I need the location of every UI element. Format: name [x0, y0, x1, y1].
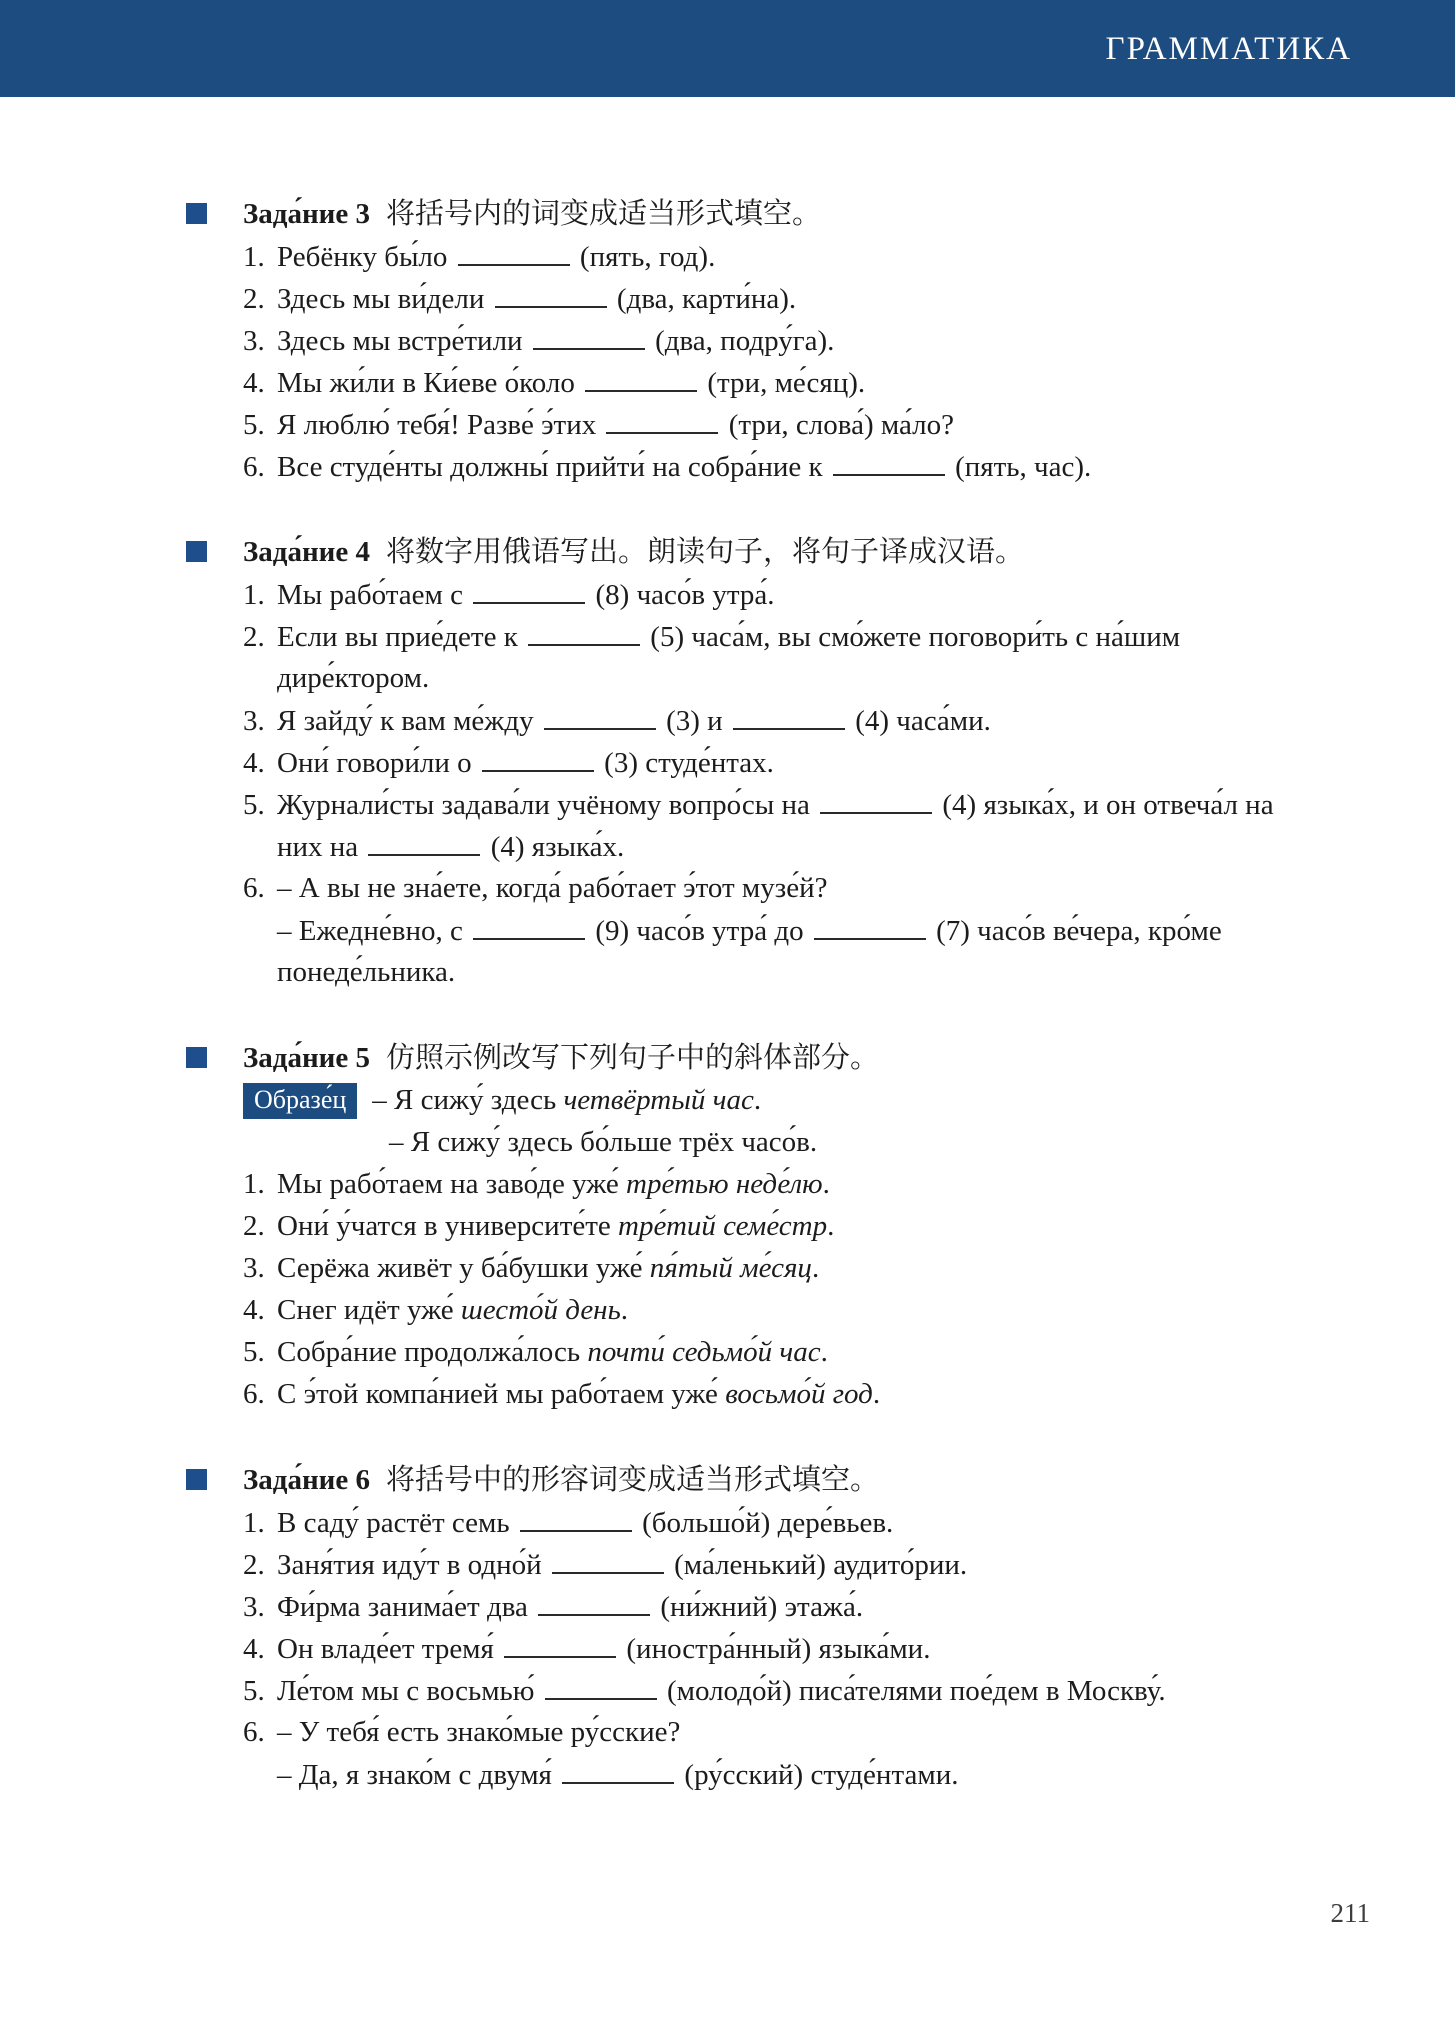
item-line [243, 1627, 1395, 1669]
sentence-text: . [620, 1294, 629, 1326]
section-label: Зада́ние 4 [243, 536, 371, 568]
item-number: 5. [243, 789, 265, 821]
item-line [243, 867, 1395, 909]
item-line [243, 1373, 1395, 1415]
item-number: 2. [243, 283, 265, 315]
sentence-text: Все студе́нты должны́ прийти́ на собра́ние к [277, 451, 830, 483]
answer-blank [533, 319, 645, 350]
item-line [243, 573, 1395, 615]
item-number: 3. [243, 1591, 265, 1623]
sentence-text: дире́ктором. [277, 662, 430, 694]
sentence-text: Ле́том мы с восьмью́ [277, 1675, 542, 1707]
item-number: 2. [243, 1210, 265, 1242]
answer-blank [585, 361, 697, 392]
section-bullet-icon [186, 1469, 207, 1490]
sentence-text: понеде́льника. [277, 956, 456, 988]
sentence-text: – Да, я знако́м с двумя́ [277, 1759, 560, 1791]
sentence-text: (3) студе́нтах. [596, 747, 774, 779]
sentence-text: шесто́й день [460, 1294, 621, 1326]
section-heading [243, 193, 1395, 235]
item-line [243, 615, 1395, 657]
answer-blank [458, 235, 570, 266]
item-number: 4. [243, 747, 265, 779]
answer-blank [833, 445, 945, 476]
answer-blank [473, 909, 585, 940]
item-line [243, 445, 1395, 487]
sentence-text: Журнали́сты задава́ли учёному вопро́сы на [277, 789, 818, 821]
item-line [243, 1543, 1395, 1585]
item-number: 1. [243, 1507, 265, 1539]
sentence-text: (три, слова́) ма́ло? [721, 409, 954, 441]
sentence-text: Здесь мы ви́дели [277, 283, 492, 315]
item-line [243, 783, 1395, 825]
sentence-text: В саду́ растёт семь [277, 1507, 517, 1539]
item-line [243, 1247, 1395, 1289]
sentence-text: Серёжа живёт у ба́бушки уже́ [277, 1252, 650, 1284]
answer-blank [814, 909, 926, 940]
item-line [243, 319, 1395, 361]
sentence-text: (4) часа́ми. [847, 705, 991, 737]
item-line [243, 1205, 1395, 1247]
section-heading [243, 531, 1395, 573]
sentence-text: Я зайду́ к вам ме́жду [277, 705, 541, 737]
item-number: 4. [243, 367, 265, 399]
answer-blank [495, 277, 607, 308]
item-line [243, 741, 1395, 783]
sentence-text: (пять, час). [947, 451, 1092, 483]
item-number: 6. [243, 1716, 265, 1748]
section-bullet-icon [186, 541, 207, 562]
answer-blank [473, 573, 585, 604]
sentence-text: (3) и [658, 705, 730, 737]
sentence-text: Он владе́ет тремя́ [277, 1633, 502, 1665]
exercise-section-task-4 [243, 531, 1395, 993]
item-number: 5. [243, 1675, 265, 1707]
item-number: 5. [243, 1336, 265, 1368]
sentence-text: (ма́ленький) аудито́рии. [666, 1549, 968, 1581]
section-instruction: 将括号内的词变成适当形式填空。 [386, 198, 822, 230]
section-instruction: 仿照示例改写下列句子中的斜体部分。 [386, 1042, 880, 1074]
chapter-header-bar [0, 0, 1455, 97]
sentence-text: . [872, 1378, 881, 1410]
sentence-text: Мы рабо́таем с [277, 579, 471, 611]
item-line [243, 277, 1395, 319]
sentence-text: (7) часо́в ве́чера, кро́ме [928, 915, 1222, 947]
sentence-text: Если вы прие́дете к [277, 621, 526, 653]
item-number: 1. [243, 1168, 265, 1200]
item-continuation-line [243, 657, 1395, 699]
section-label: Зада́ние 3 [243, 198, 371, 230]
sentence-text: . [753, 1084, 762, 1116]
sentence-text: – Ежедне́вно, с [277, 915, 471, 947]
example-badge: Образе́ц [243, 1083, 357, 1119]
sentence-text: – У тебя́ есть знако́мые ру́сские? [277, 1716, 681, 1748]
answer-blank [820, 783, 932, 814]
sentence-text: Они́ у́чатся в университе́те [277, 1210, 619, 1242]
sentence-text: тре́тью неде́лю [626, 1168, 823, 1200]
sentence-text: Собра́ние продолжа́лось [277, 1336, 588, 1368]
sentence-text: (три, ме́сяц). [700, 367, 866, 399]
sentence-text: Я люблю́ тебя́! Разве́ э́тих [277, 409, 604, 441]
answer-blank [562, 1753, 674, 1784]
sentence-text: – А вы не зна́ете, когда́ рабо́тает э́тот музе́й? [277, 872, 828, 904]
item-number: 3. [243, 1252, 265, 1284]
sentence-text: (8) часо́в утра́. [588, 579, 775, 611]
sentence-text: (5) часа́м, вы смо́жете поговори́ть с на́шим [643, 621, 1181, 653]
sentence-text: почти́ седьмо́й час [587, 1336, 821, 1368]
content [243, 193, 1395, 1795]
item-number: 4. [243, 1294, 265, 1326]
answer-blank [368, 825, 480, 856]
sentence-text: Заня́тия иду́т в одно́й [277, 1549, 549, 1581]
exercise-section-task-5 [243, 1037, 1395, 1415]
item-line [243, 361, 1395, 403]
item-continuation-line [243, 825, 1395, 867]
item-continuation-line [243, 951, 1395, 993]
item-line [243, 1331, 1395, 1373]
item-line [243, 699, 1395, 741]
item-line [243, 1585, 1395, 1627]
answer-blank [504, 1627, 616, 1658]
item-number: 6. [243, 451, 265, 483]
sentence-text: них на [277, 831, 366, 863]
section-label: Зада́ние 6 [243, 1464, 371, 1496]
answer-blank [544, 699, 656, 730]
sentence-text: (два, карти́на). [609, 283, 797, 315]
answer-blank [482, 741, 594, 772]
item-continuation-line [243, 1753, 1395, 1795]
sentence-text: . [811, 1252, 820, 1284]
section-heading [243, 1459, 1395, 1501]
sentence-text: Мы рабо́таем на заво́де уже́ [277, 1168, 627, 1200]
item-number: 3. [243, 705, 265, 737]
sentence-text: тре́тий семе́стр [618, 1210, 828, 1242]
item-line [243, 235, 1395, 277]
answer-blank [552, 1543, 664, 1574]
answer-blank [606, 403, 718, 434]
item-number: 5. [243, 409, 265, 441]
item-line [243, 1289, 1395, 1331]
sentence-text: Мы жи́ли в Ки́еве о́коло [277, 367, 583, 399]
section-bullet-icon [186, 203, 207, 224]
sentence-text: (9) часо́в утра́ до [588, 915, 811, 947]
answer-blank [733, 699, 845, 730]
item-continuation-line [243, 909, 1395, 951]
sentence-text: (иностра́нный) языка́ми. [619, 1633, 931, 1665]
example-line [243, 1079, 1395, 1121]
section-instruction: 将数字用俄语写出。朗读句子，将句子译成汉语。 [386, 536, 1025, 568]
sentence-text: – Я сижу́ здесь [372, 1084, 564, 1116]
sentence-text: (4) языка́х, и он отвеча́л на [935, 789, 1274, 821]
sentence-text: (ни́жний) этажа́. [653, 1591, 864, 1623]
sentence-text: (молодо́й) писа́телями пое́дем в Москву́. [659, 1675, 1166, 1707]
item-number: 1. [243, 579, 265, 611]
exercise-section-task-6 [243, 1459, 1395, 1795]
answer-blank [545, 1669, 657, 1700]
example-continuation-line [243, 1121, 1395, 1163]
item-number: 1. [243, 241, 265, 273]
sentence-text: С э́той компа́нией мы рабо́таем уже́ [277, 1378, 726, 1410]
item-line [243, 1501, 1395, 1543]
sentence-text: (пять, год). [572, 241, 716, 273]
section-heading [243, 1037, 1395, 1079]
item-line [243, 403, 1395, 445]
item-line [243, 1163, 1395, 1205]
item-line [243, 1711, 1395, 1753]
sentence-text: четвёртый час [563, 1084, 754, 1116]
answer-blank [528, 615, 640, 646]
section-label: Зада́ние 5 [243, 1042, 371, 1074]
sentence-text: пя́тый ме́сяц [649, 1252, 812, 1284]
sentence-text: . [820, 1336, 828, 1368]
section-bullet-icon [186, 1047, 207, 1068]
section-instruction: 将括号中的形容词变成适当形式填空。 [386, 1464, 880, 1496]
exercise-section-task-3 [243, 193, 1395, 487]
sentence-text: Снег идёт уже́ [277, 1294, 461, 1326]
sentence-text: . [827, 1210, 835, 1242]
sentence-text: (4) языка́х. [483, 831, 625, 863]
item-number: 3. [243, 325, 265, 357]
sentence-text: (ру́сский) студе́нтами. [677, 1759, 959, 1791]
sentence-text: Здесь мы встре́тили [277, 325, 530, 357]
item-number: 4. [243, 1633, 265, 1665]
item-number: 6. [243, 872, 265, 904]
sentence-text: (большо́й) дере́вьев. [634, 1507, 894, 1539]
sentence-text: Фи́рма занима́ет два [277, 1591, 536, 1623]
sentence-text: . [822, 1168, 830, 1200]
item-number: 2. [243, 1549, 265, 1581]
sentence-text: восьмо́й год [725, 1378, 873, 1410]
sentence-text: Ребёнку бы́ло [277, 241, 455, 273]
chapter-title: ГРАММАТИКА [1105, 31, 1352, 67]
answer-blank [520, 1501, 632, 1532]
page-number: 211 [1330, 1898, 1370, 1928]
item-line [243, 1669, 1395, 1711]
sentence-text: Они́ говори́ли о [277, 747, 479, 779]
sentence-text: (два, подру́га). [647, 325, 835, 357]
answer-blank [538, 1585, 650, 1616]
item-number: 6. [243, 1378, 265, 1410]
sentence-text: – Я сижу́ здесь бо́льше трёх часо́в. [389, 1126, 818, 1158]
item-number: 2. [243, 621, 265, 653]
